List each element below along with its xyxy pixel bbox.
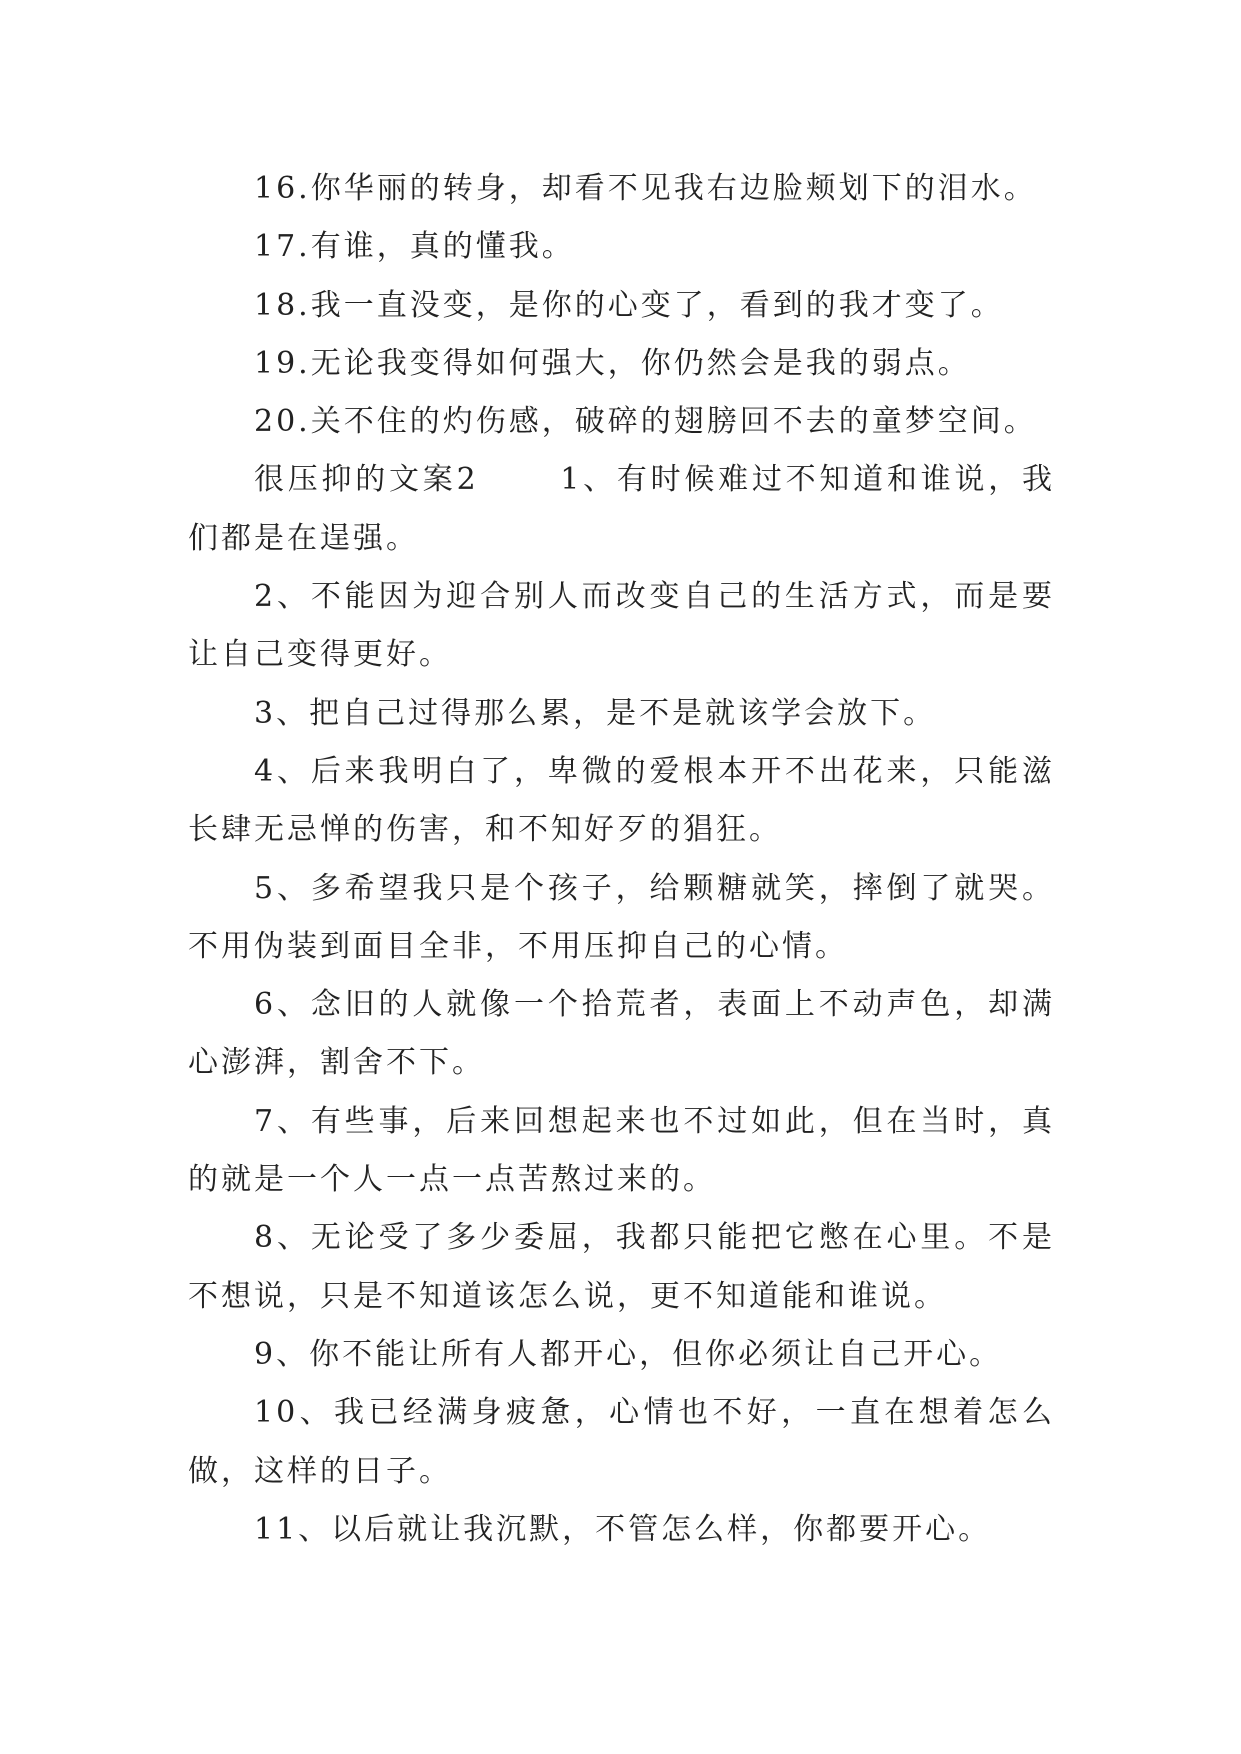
paragraph-10: 10、我已经满身疲惫，心情也不好，一直在想着怎么做，这样的日子。 — [188, 1395, 1055, 1489]
paragraph-11: 11、以后就让我沉默，不管怎么样，你都要开心。 — [254, 1511, 992, 1547]
paragraph-6: 6、念旧的人就像一个拾荒者，表面上不动声色，却满心澎湃，割舍不下。 — [188, 987, 1055, 1081]
paragraph-17: 17.有谁，真的懂我。 — [254, 229, 575, 265]
paragraph-16: 16.你华丽的转身，却看不见我右边脸颊划下的泪水。 — [254, 171, 1037, 206]
paragraph-4: 4、后来我明白了，卑微的爱根本开不出花来，只能滋长肆无忌惮的伤害，和不知好歹的猖狂。 — [188, 753, 1055, 848]
section-heading-paragraph: 很压抑的文案2 1、有时候难过不知道和谁说，我们都是在逞强。 — [188, 462, 1055, 556]
paragraph-2: 2、不能因为迎合别人而改变自己的生活方式，而是要让自己变得更好。 — [188, 579, 1055, 673]
paragraph-18: 18.我一直没变，是你的心变了，看到的我才变了。 — [254, 287, 1004, 323]
paragraph-5: 5、多希望我只是个孩子，给颗糖就笑，摔倒了就哭。不用伪装到面目全非，不用压抑自己的心情。 — [188, 870, 1055, 964]
paragraph-19: 19.无论我变得如何强大，你仍然会是我的弱点。 — [254, 345, 971, 381]
paragraph-7: 7、有些事，后来回想起来也不过如此，但在当时，真的就是一个人一点一点苦熬过来的。 — [188, 1103, 1055, 1198]
document-body — [188, 160, 1055, 1559]
paragraph-8: 8、无论受了多少委屈，我都只能把它憋在心里。不是不想说，只是不知道该怎么说，更不知道能和谁说。 — [188, 1220, 1055, 1314]
paragraph-3: 3、把自己过得那么累，是不是就该学会放下。 — [254, 695, 937, 731]
paragraph-20: 20.关不住的灼伤感，破碎的翅膀回不去的童梦空间。 — [254, 404, 1037, 440]
paragraph-9: 9、你不能让所有人都开心，但你必须让自己开心。 — [254, 1336, 1003, 1372]
